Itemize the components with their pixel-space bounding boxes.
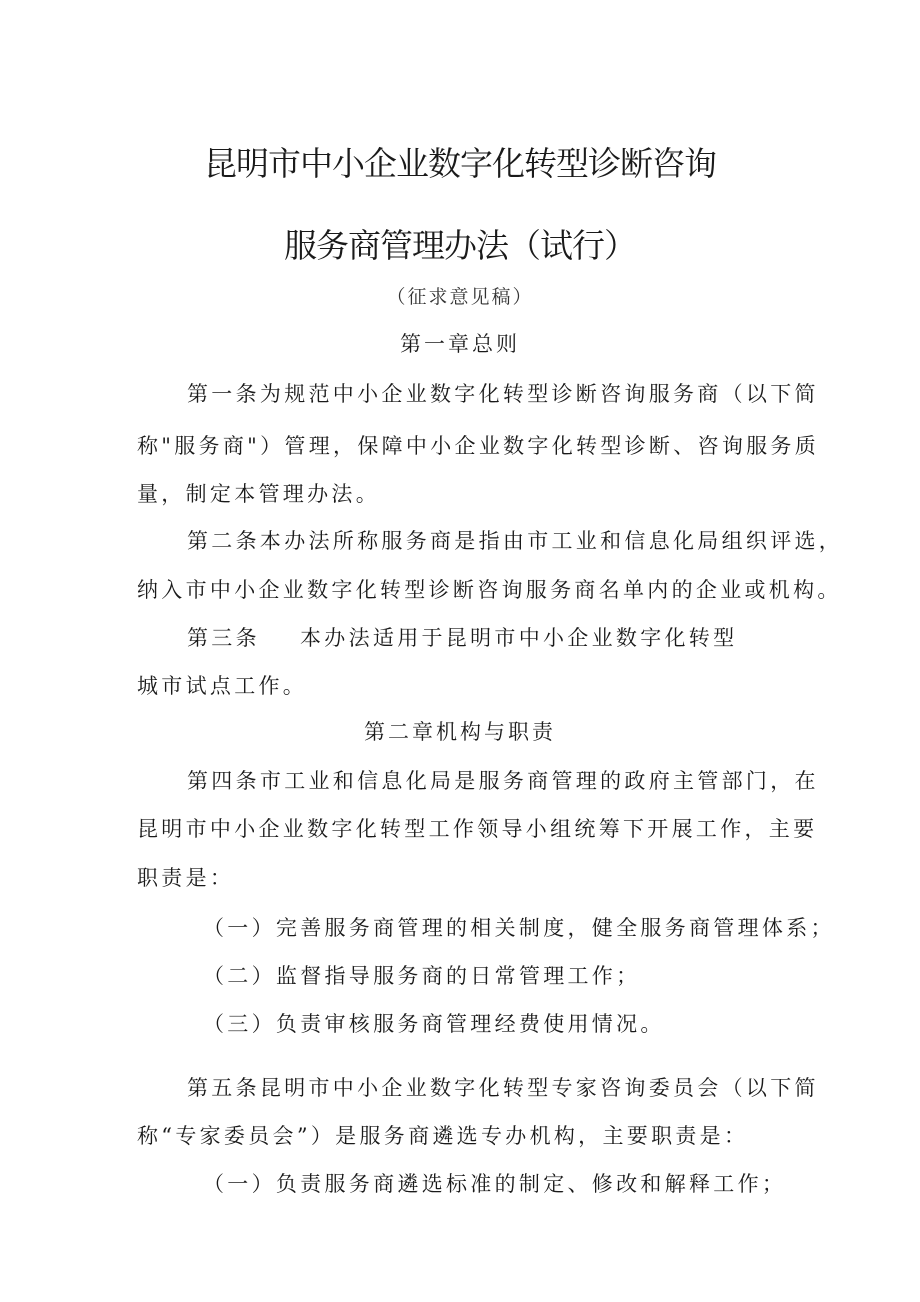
article-4-item-3: （三）负责审核服务商管理经费使用情况。: [203, 1012, 665, 1036]
document-subtitle: （征求意见稿）: [386, 286, 534, 308]
article-2-line-1: 第二条本办法所称服务商是指由市工业和信息化局组织评选，: [187, 529, 844, 553]
article-3-line-1: 本办法适用于昆明市中小企业数字化转型: [300, 626, 738, 650]
article-3-label: 第三条: [187, 626, 260, 650]
article-1-line-3: 量，制定本管理办法。: [137, 482, 380, 506]
article-4-line-1: 第四条市工业和信息化局是服务商管理的政府主管部门，在: [187, 769, 819, 793]
article-5-line-1: 第五条昆明市中小企业数字化转型专家咨询委员会（以下简: [187, 1076, 819, 1100]
article-4-line-3: 职责是：: [137, 866, 235, 890]
article-3-line-2: 城市试点工作。: [137, 674, 308, 698]
article-4-item-2: （二）监督指导服务商的日常管理工作；: [203, 964, 641, 988]
article-4-item-1: （一）完善服务商管理的相关制度，健全服务商管理体系；: [203, 916, 835, 940]
article-5-item-1: （一）负责服务商遴选标准的制定、修改和解释工作；: [203, 1172, 787, 1196]
chapter-heading-2: 第二章机构与职责: [364, 720, 556, 744]
article-1-line-2: 称"服务商"）管理，保障中小企业数字化转型诊断、咨询服务质: [137, 434, 820, 458]
article-5-line-2: 称“专家委员会”）是服务商遴选专办机构，主要职责是：: [137, 1124, 749, 1148]
article-2-line-2: 纳入市中小企业数字化转型诊断咨询服务商名单内的企业或机构。: [137, 578, 842, 602]
article-4-line-2: 昆明市中小企业数字化转型工作领导小组统筹下开展工作，主要: [137, 817, 818, 841]
chapter-heading-1: 第一章总则: [400, 332, 520, 356]
article-1-line-1: 第一条为规范中小企业数字化转型诊断咨询服务商（以下简: [187, 382, 819, 406]
document-title-line-1: 昆明市中小企业数字化转型诊断咨询: [204, 144, 716, 183]
document-title-line-2: 服务商管理办法（试行）: [284, 226, 636, 265]
